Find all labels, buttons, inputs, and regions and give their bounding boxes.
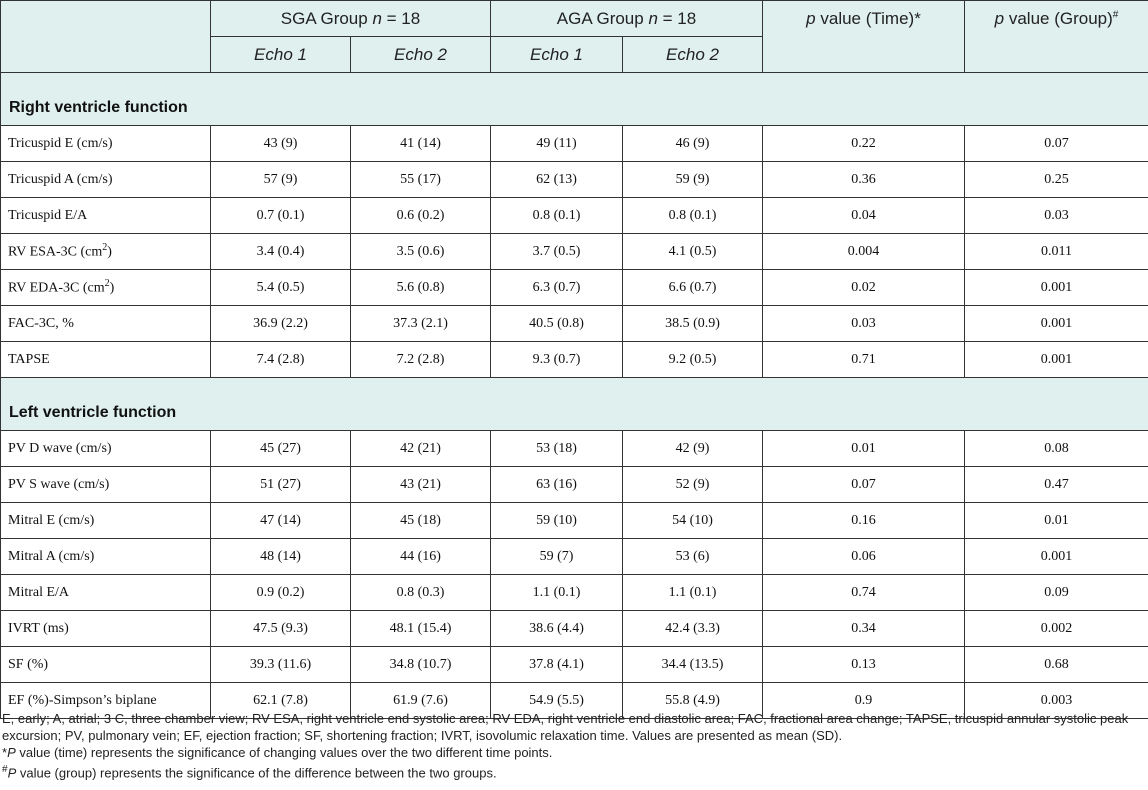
row-label: Mitral E (cm/s) [1, 503, 211, 539]
row-value: 0.47 [965, 467, 1148, 503]
row-value: 0.001 [965, 306, 1148, 342]
row-value: 55 (17) [351, 162, 491, 198]
header-aga-echo2: Echo 2 [623, 37, 763, 73]
table-row [1, 431, 1148, 467]
row-value: 55.8 (4.9) [623, 683, 763, 719]
row-value: 34.4 (13.5) [623, 647, 763, 683]
row-value: 3.4 (0.4) [211, 234, 351, 270]
row-value: 0.36 [763, 162, 965, 198]
row-value: 43 (21) [351, 467, 491, 503]
row-value: 0.001 [965, 539, 1148, 575]
section-header-row [1, 73, 1148, 126]
row-value: 9.2 (0.5) [623, 342, 763, 378]
row-value: 0.01 [763, 431, 965, 467]
row-value: 59 (7) [491, 539, 623, 575]
row-value: 0.001 [965, 270, 1148, 306]
row-value: 53 (18) [491, 431, 623, 467]
row-value: 61.9 (7.6) [351, 683, 491, 719]
row-value: 3.7 (0.5) [491, 234, 623, 270]
row-value: 0.004 [763, 234, 965, 270]
row-value: 0.7 (0.1) [211, 198, 351, 234]
row-value: 44 (16) [351, 539, 491, 575]
header-sga-group: SGA Group n = 18 [211, 1, 491, 37]
row-value: 0.04 [763, 198, 965, 234]
header-sga-echo1: Echo 1 [211, 37, 351, 73]
row-value: 0.07 [763, 467, 965, 503]
row-value: 0.01 [965, 503, 1148, 539]
row-value: 0.03 [965, 198, 1148, 234]
row-value: 38.5 (0.9) [623, 306, 763, 342]
row-value: 38.6 (4.4) [491, 611, 623, 647]
row-value: 0.9 (0.2) [211, 575, 351, 611]
row-value: 37.3 (2.1) [351, 306, 491, 342]
row-label: IVRT (ms) [1, 611, 211, 647]
table-row [1, 162, 1148, 198]
row-value: 39.3 (11.6) [211, 647, 351, 683]
row-value: 34.8 (10.7) [351, 647, 491, 683]
row-value: 47 (14) [211, 503, 351, 539]
row-value: 54.9 (5.5) [491, 683, 623, 719]
row-value: 0.07 [965, 126, 1148, 162]
table-row [1, 198, 1148, 234]
table-row [1, 467, 1148, 503]
row-value: 59 (10) [491, 503, 623, 539]
header-blank [1, 1, 211, 73]
table-body [1, 73, 1148, 719]
row-value: 0.02 [763, 270, 965, 306]
header-aga-echo1: Echo 1 [491, 37, 623, 73]
row-value: 0.8 (0.1) [491, 198, 623, 234]
row-label: Tricuspid E/A [1, 198, 211, 234]
row-value: 0.68 [965, 647, 1148, 683]
row-value: 1.1 (0.1) [491, 575, 623, 611]
table-row [1, 647, 1148, 683]
footnote-time: *P value (time) represents the significance of changing values over the two different time points. [2, 745, 553, 760]
table-row [1, 575, 1148, 611]
row-label: FAC-3C, % [1, 306, 211, 342]
row-value: 46 (9) [623, 126, 763, 162]
row-value: 0.003 [965, 683, 1148, 719]
row-value: 6.3 (0.7) [491, 270, 623, 306]
row-value: 40.5 (0.8) [491, 306, 623, 342]
row-value: 63 (16) [491, 467, 623, 503]
table-row [1, 539, 1148, 575]
row-value: 0.16 [763, 503, 965, 539]
header-p-time: p value (Time)* [763, 1, 965, 73]
row-label: Mitral A (cm/s) [1, 539, 211, 575]
footnote-abbreviations: E, early; A, atrial; 3 C, three chamber view; RV ESA, right ventricle end systolic area; RV EDA, right ventricle end diastolic area; FAC, fractional area change; TAPSE, tricuspid annular systolic peak excursion; PV, pulmonary vein; EF, ejection fraction; SF, shortening fraction; IVRT, isovolumic relaxation time. Values are presented as mean (SD). [2, 711, 1129, 743]
footnotes [2, 710, 1146, 781]
row-value: 0.8 (0.1) [623, 198, 763, 234]
row-value: 47.5 (9.3) [211, 611, 351, 647]
row-value: 0.13 [763, 647, 965, 683]
row-label: TAPSE [1, 342, 211, 378]
row-value: 9.3 (0.7) [491, 342, 623, 378]
row-value: 48.1 (15.4) [351, 611, 491, 647]
header-p-group: p value (Group)# [965, 1, 1148, 73]
row-value: 0.08 [965, 431, 1148, 467]
row-label: Mitral E/A [1, 575, 211, 611]
row-value: 41 (14) [351, 126, 491, 162]
section-header-row [1, 378, 1148, 431]
row-label: PV S wave (cm/s) [1, 467, 211, 503]
row-value: 7.2 (2.8) [351, 342, 491, 378]
row-value: 1.1 (0.1) [623, 575, 763, 611]
row-label: RV ESA-3C $(cm^2)$ [1, 234, 211, 270]
row-value: 62 (13) [491, 162, 623, 198]
row-label: Tricuspid A (cm/s) [1, 162, 211, 198]
row-value: 5.4 (0.5) [211, 270, 351, 306]
row-value: 36.9 (2.2) [211, 306, 351, 342]
footnote-group: #P value (group) represents the significance of the difference between the two groups. [2, 764, 497, 781]
row-label: RV EDA-3C $(cm^2)$ [1, 270, 211, 306]
table-row [1, 503, 1148, 539]
section-title: Left ventricle function [1, 378, 1148, 431]
row-label: SF (%) [1, 647, 211, 683]
row-value: 0.09 [965, 575, 1148, 611]
row-value: 43 (9) [211, 126, 351, 162]
row-label: PV D wave (cm/s) [1, 431, 211, 467]
row-value: 7.4 (2.8) [211, 342, 351, 378]
table-row [1, 611, 1148, 647]
row-value: 48 (14) [211, 539, 351, 575]
row-value: 59 (9) [623, 162, 763, 198]
row-value: 42.4 (3.3) [623, 611, 763, 647]
row-value: 45 (18) [351, 503, 491, 539]
row-value: 42 (9) [623, 431, 763, 467]
row-value: 4.1 (0.5) [623, 234, 763, 270]
row-value: 62.1 (7.8) [211, 683, 351, 719]
row-value: 0.34 [763, 611, 965, 647]
row-value: 5.6 (0.8) [351, 270, 491, 306]
row-value: 0.06 [763, 539, 965, 575]
row-value: 49 (11) [491, 126, 623, 162]
row-value: 0.8 (0.3) [351, 575, 491, 611]
row-value: 0.71 [763, 342, 965, 378]
row-value: 3.5 (0.6) [351, 234, 491, 270]
row-value: 57 (9) [211, 162, 351, 198]
table-row [1, 342, 1148, 378]
row-label: EF (%)-Simpson’s biplane [1, 683, 211, 719]
row-label: Tricuspid E (cm/s) [1, 126, 211, 162]
row-value: 54 (10) [623, 503, 763, 539]
header-aga-group: AGA Group n = 18 [491, 1, 763, 37]
row-value: 0.74 [763, 575, 965, 611]
row-value: 0.03 [763, 306, 965, 342]
row-value: 0.002 [965, 611, 1148, 647]
row-value: 0.011 [965, 234, 1148, 270]
row-value: 0.001 [965, 342, 1148, 378]
row-value: 37.8 (4.1) [491, 647, 623, 683]
row-value: 0.6 (0.2) [351, 198, 491, 234]
row-value: 45 (27) [211, 431, 351, 467]
row-value: 42 (21) [351, 431, 491, 467]
table-row [1, 126, 1148, 162]
table-row [1, 306, 1148, 342]
table-row [1, 234, 1148, 270]
row-value: 0.25 [965, 162, 1148, 198]
row-value: 52 (9) [623, 467, 763, 503]
section-title: Right ventricle function [1, 73, 1148, 126]
row-value: 0.9 [763, 683, 965, 719]
table-row [1, 270, 1148, 306]
row-value: 51 (27) [211, 467, 351, 503]
row-value: 53 (6) [623, 539, 763, 575]
row-value: 0.22 [763, 126, 965, 162]
row-value: 6.6 (0.7) [623, 270, 763, 306]
header-sga-echo2: Echo 2 [351, 37, 491, 73]
